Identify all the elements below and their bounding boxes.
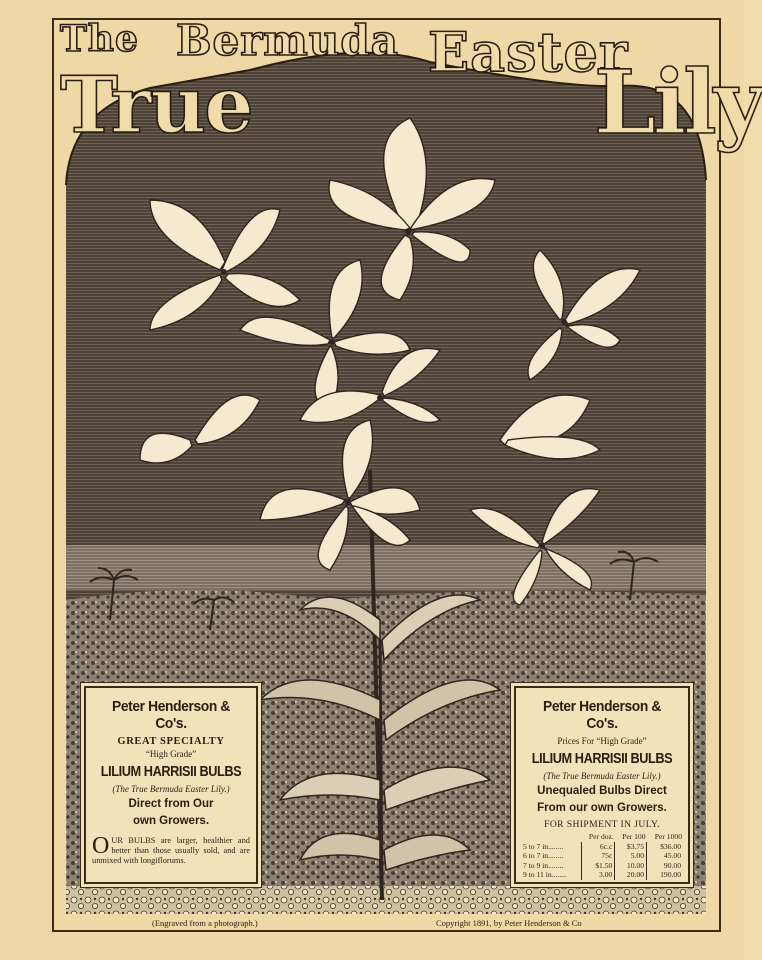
engraving-credit: (Engraved from a photograph.) <box>152 918 258 928</box>
title-lily: Lily <box>594 50 762 154</box>
left-advert-panel <box>84 686 258 884</box>
title-the: The <box>60 18 139 60</box>
price-cell: 90.00 <box>663 860 681 870</box>
table-row <box>521 870 683 880</box>
price-col-header: Per 1000 <box>654 832 682 841</box>
bulb-description <box>92 833 250 866</box>
product-subtitle: (The True Bermuda Easter Lily.) <box>543 771 661 781</box>
specialty-heading: GREAT SPECIALTY <box>117 736 225 747</box>
price-cell: 10.00 <box>615 861 647 871</box>
product-name: LILIUM HARRISII BULBS <box>100 763 242 780</box>
table-row <box>521 861 683 871</box>
price-cell: 45.00 <box>663 851 681 861</box>
size-cell: 7 to 9 in........ <box>521 861 581 871</box>
price-cell: $3.75 <box>615 842 647 852</box>
price-cell: 5.00 <box>615 851 647 861</box>
firm-name: Peter Henderson & Co's. <box>112 698 230 732</box>
drop-cap: O <box>92 833 110 859</box>
table-row <box>521 842 683 852</box>
title-true: True <box>60 60 252 151</box>
prices-for-label: Prices For “High Grade” <box>557 736 647 746</box>
price-cell: 75c <box>581 851 615 861</box>
size-cell: 5 to 7 in........ <box>521 842 581 852</box>
size-cell: 9 to 11 in........ <box>521 870 581 880</box>
price-cell: 3.00 <box>581 870 615 880</box>
price-cell: 6c.c <box>581 842 615 852</box>
price-cell: 20.00 <box>615 870 647 880</box>
size-cell: 6 to 7 in........ <box>521 851 581 861</box>
title-easter: Easter <box>428 20 629 84</box>
direct-line-1: Unequaled Bulbs Direct <box>537 785 667 797</box>
price-cell: 190.00 <box>660 870 681 880</box>
firm-name: Peter Henderson & Co's. <box>543 698 661 732</box>
direct-line-2: own Growers. <box>132 815 210 827</box>
copyright-notice: Copyright 1891, by Peter Henderson & Co <box>436 918 582 928</box>
size-col-header <box>521 832 581 842</box>
shipment-note: FOR SHIPMENT IN JULY. <box>544 819 660 830</box>
right-advert-panel <box>514 686 690 884</box>
price-col-header: Per doz. <box>588 832 614 841</box>
direct-line-1: Direct from Our <box>128 798 214 810</box>
grade-label: “High Grade” <box>145 749 197 759</box>
product-subtitle: (The True Bermuda Easter Lily.) <box>112 784 230 794</box>
direct-line-2: From our own Growers. <box>537 802 667 814</box>
product-name: LILIUM HARRISII BULBS <box>531 750 673 767</box>
title-banner <box>54 16 762 190</box>
price-cell: $1.50 <box>581 861 615 871</box>
price-cell: $36.00 <box>660 841 681 851</box>
price-col-header: Per 100 <box>622 832 646 841</box>
description-text: UR BULBS are larger, healthier and better than those usually sold, and are unmixed with longiflorums. <box>92 836 250 865</box>
price-table <box>521 832 683 880</box>
title-bermuda: Bermuda <box>176 16 399 65</box>
table-row <box>521 851 683 861</box>
